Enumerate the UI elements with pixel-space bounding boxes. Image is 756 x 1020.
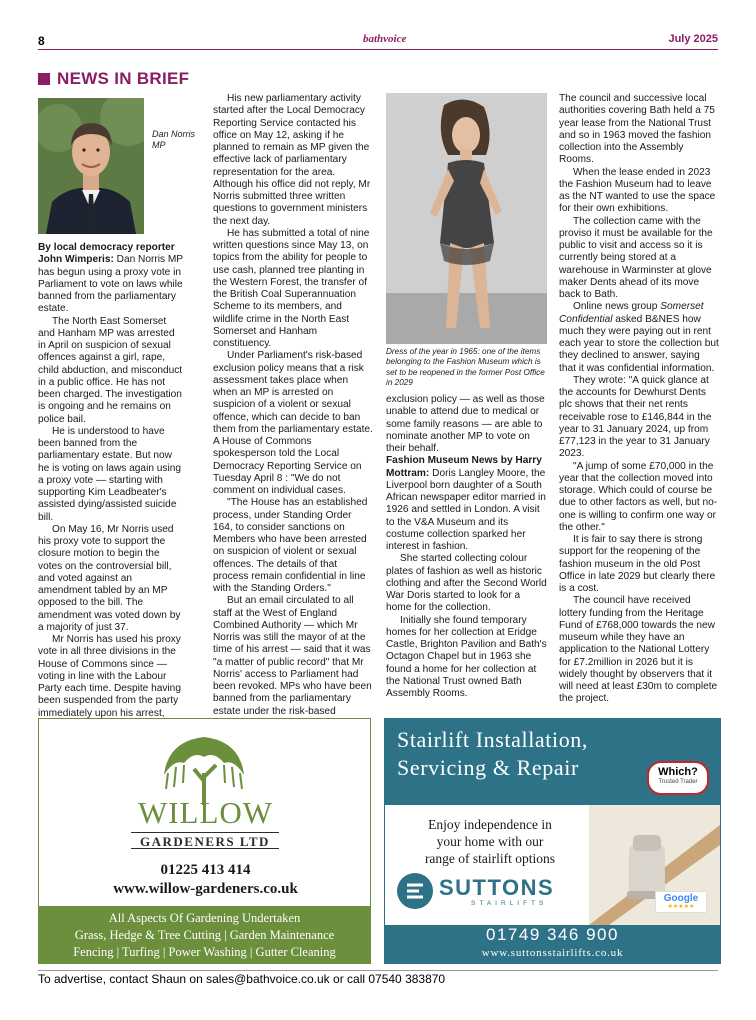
willow-gardeners-advert[interactable]	[38, 718, 371, 964]
story1-paragraph: His new parliamentary activity started after the Local Democracy Reporting Service contacted his office on May 12, asking if he planned to remain as MP given the effective lack of parliamentary representation for the area. Although his office did not reply, Mr Norris submitted three written questions to government ministers the next day.	[213, 93, 371, 227]
story2-paragraph: She started collecting colour plates of fashion as well as historic clothing and after the Second World War Doris started to look for a home for the collection.	[386, 553, 547, 614]
suttons-logo	[397, 873, 577, 911]
willow-brand-subname: GARDENERS LTD	[131, 832, 279, 849]
story2-paragraph: It is fair to say there is strong support for the reopening of the fashion museum in the old Post Office in late 2029 but clearly there is a cost.	[559, 534, 716, 594]
issue-date: July 2025	[668, 33, 718, 45]
willow-services-band	[39, 906, 370, 963]
advertising-contact-line: To advertise, contact Shaun on sales@bathvoice.co.uk or call 07540 383870	[38, 972, 446, 986]
willow-services-line: All Aspects Of Gardening Undertaken	[108, 911, 301, 925]
story2-column-4	[559, 93, 719, 706]
which-trusted-trader-badge	[647, 761, 709, 795]
section-title-label: NEWS IN BRIEF	[57, 69, 190, 88]
story1-paragraph: "The House has an established process, under Standing Order 164, to consider sanctions on Members who have been arrested on suspicion of violent or sexual offences. The details of that process remain confidential in line with the Standing Orders."	[213, 497, 368, 594]
willow-website-link[interactable]: www.willow-gardeners.co.uk	[113, 881, 298, 897]
story1-column-1	[38, 242, 185, 757]
dan-norris-portrait	[38, 98, 144, 234]
willow-services-line: Grass, Hedge & Tree Cutting | Garden Maintenance	[74, 928, 335, 942]
which-badge-name: Which?	[658, 766, 698, 778]
story1-paragraph: The North East Somerset and Hanham MP was arrested in April on suspicion of sexual offences against a girl, rape, child abduction, and misconduct in a public office. He has not been charged. The investigation is ongoing and he remains on police bail.	[38, 315, 183, 425]
story1-paragraph: By local democracy reporter John Wimperis: Dan Norris MP has begun using a proxy vote in Parliament to vote on laws while banned from the parliamentary estate.	[38, 242, 183, 315]
header-rule	[38, 49, 718, 50]
suttons-stairlifts-advert[interactable]	[384, 718, 721, 964]
which-badge-sub: Trusted Trader	[658, 779, 698, 785]
somerset-confidential-name: Somerset Confidential	[559, 301, 704, 325]
willow-phone-number[interactable]: 01225 413 414	[160, 862, 251, 878]
stairlift-tagline: Enjoy independence in your home with our range of stairlift options	[424, 817, 556, 866]
story2-paragraph: The council have received lottery funding from the Heritage Fund of £768,000 towards the new museum while they have an application to the National Lottery for £7.2million in 2026 but it is widely thought by observers that it will need at least £30m to complete the project.	[559, 595, 718, 705]
google-badge-word: Google	[663, 893, 699, 904]
section-square-icon	[38, 73, 50, 85]
google-rating-badge	[655, 891, 707, 913]
story2-byline: Fashion Museum News by Harry Mottram:	[386, 455, 542, 479]
story2-paragraph: Initially she found temporary homes for her collection at Eridge Castle, Brighton Pavilion and Bath's Octagon Chapel but in 1963 she found a home for her collection at the National Trust owned Bath Assembly Rooms.	[386, 614, 547, 699]
story1-paragraph: He is understood to have been banned from the parliamentary estate. But now he is voting on laws again using a proxy vote — starting with supporting Kim Leadbeater's assisted dying/assisted suicide bill.	[38, 425, 181, 523]
portrait-caption-name: Dan Norris	[152, 129, 196, 139]
story2-paragraph: The council and successive local authorities covering Bath held a 75 year lease from the National Trust and so in 1963 moved the fashion collection into the Assembly Rooms.	[559, 93, 715, 166]
portrait-illustration	[38, 98, 144, 234]
suttons-brand-name: SUTTONS	[439, 875, 555, 900]
suttons-phone-number[interactable]: 01749 346 900	[486, 925, 619, 944]
portrait-caption-role: MP	[152, 140, 166, 150]
stairlift-title-line: Stairlift Installation,	[397, 727, 588, 752]
story1-paragraph: But an email circulated to all staff at the West of England Combined Authority — which Mr Norris was still the mayor of at the time of his arrest — said that it was "a matter of public record" that Mr Norris' access to Parliament had been revoked. MPs who have been banned from the parliamentary estate under the risk-based	[213, 595, 372, 717]
fashion-photo-caption: Dress of the year in 1965: one of the items belonging to the Fashion Museum which is set to be reopened in the former Post Office in 2029	[386, 347, 545, 388]
page-number: 8	[38, 34, 45, 48]
suttons-brand-sub: STAIRLIFTS	[471, 900, 548, 907]
footer-rule	[38, 970, 718, 971]
willow-services-line: Fencing | Turfing | Power Washing | Gutter Cleaning	[73, 945, 336, 959]
story1-paragraph: Mr Norris has used his proxy vote in all three divisions in the House of Commons since — voting in line with the Labour Party each time. Despite having been suspended from the party immediately upon his arrest,	[38, 634, 181, 719]
page-header	[38, 30, 718, 52]
column-3	[386, 394, 547, 700]
story1-paragraph: He has submitted a total of nine written questions since May 13, on topics from the ability for people to use cash, planned tree planting in the Western Forest, the transfer of the British Coal Superannuation Scheme to its members, and wildlife crime in the North East Somerset and Hanham constituency.	[213, 227, 370, 349]
section-title	[38, 69, 189, 89]
suttons-website-link[interactable]: www.suttonsstairlifts.co.uk	[481, 947, 624, 959]
google-stars-icon: ★★★★★	[667, 904, 695, 910]
fashion-photo-illustration	[386, 93, 547, 344]
story2-paragraph: "A jump of some £70,000 in the year that the collection moved into storage. Which could of course be due to other factors as well, but no-one is willing to confirm one way or the other."	[559, 460, 718, 533]
story1-column-2	[213, 93, 373, 718]
willow-brand-name: WILLOW	[137, 795, 274, 830]
story2-paragraph: They wrote: "A quick glance at the accounts for Dewhurst Dents plc shows that their net rents receivable rose to £146,844 in the year to 31 January 2024, up from £77,123 in the year to 31 January 2023.	[559, 374, 712, 460]
story2-paragraph: The collection came with the proviso it must be available for the public to visit and access so it is currently being stored at a warehouse in Warminster at glove maker Dents ahead of its move back to Bath.	[559, 215, 713, 300]
portrait-caption	[152, 129, 195, 151]
story1-paragraph: Under Parliament's risk-based exclusion policy means that a risk assessment takes place when when an MP is arrested on suspicion of a violent or sexual offence, which can decide to ban them from the parliamentary estate. A House of Commons spokesperson told the Local Democracy Reporting Service on Tuesday April 8 : "We do not comment on individual cases.	[213, 350, 373, 496]
story1-paragraph: On May 16, Mr Norris used his proxy vote to support the closure motion to begin the votes on the controversial bill, and voted against an amendment tabled by an MP opposed to the bill. The amendment was voted down by a majority of just 37.	[38, 523, 181, 633]
story1-byline: By local democracy reporter John Wimperis:	[38, 242, 175, 266]
story2-paragraph: Online news group Somerset Confidential asked B&NES how much they were paying out in rent each year to store the collection but they declined to answer, saying that it was confidential information.	[559, 301, 719, 374]
story2-paragraph: Fashion Museum News by Harry Mottram: Doris Langley Moore, the Liverpool born daughter of a South African newspaper editor married in 1926 and settled in London. A visit to the V&A Museum and its costume collection sparked her interest in fashion.	[386, 455, 546, 552]
story1-paragraph: exclusion policy — as well as those unable to attend due to medical or some family reasons — are able to nominate another MP to vote on their behalf.	[386, 394, 545, 454]
fashion-museum-photo	[386, 93, 547, 344]
masthead-logo: bathvoice	[363, 33, 407, 45]
stairlift-contact-band	[385, 925, 720, 963]
story2-paragraph: When the lease ended in 2023 the Fashion Museum had to leave as the NT wanted to use the space for their own exhibitions.	[559, 166, 716, 215]
suttons-logo-mark-icon	[397, 873, 433, 909]
stairlift-title-line: Servicing & Repair	[397, 755, 579, 780]
